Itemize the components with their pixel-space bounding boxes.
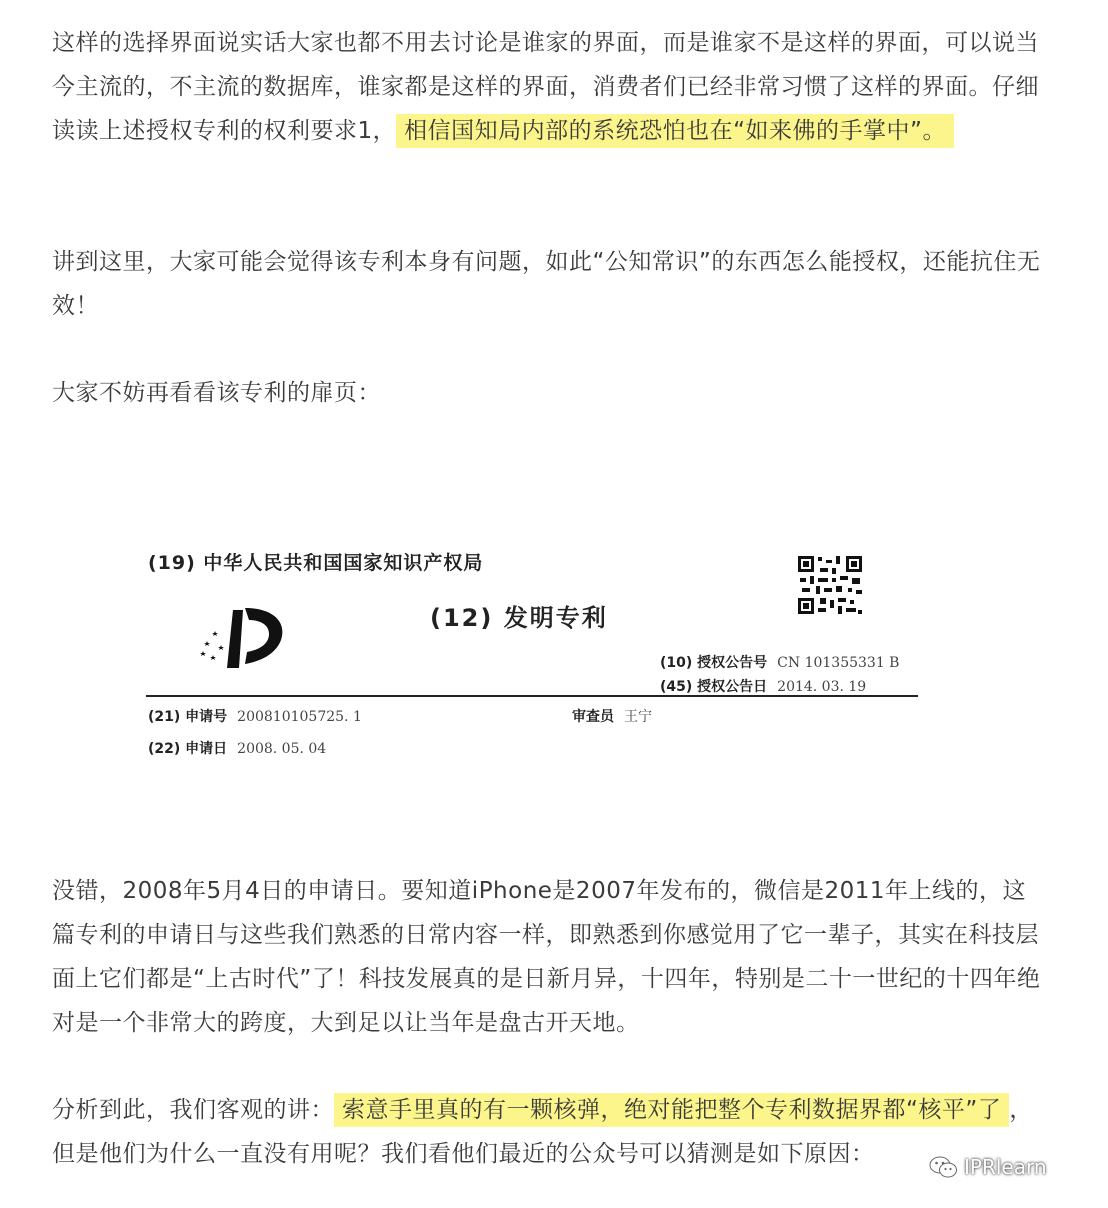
- grant-date-row: [660, 676, 866, 696]
- grant-number-label: (10) 授权公告号: [660, 655, 768, 671]
- qr-code-icon: [796, 554, 864, 616]
- paragraph-common-knowledge: [52, 240, 1042, 328]
- application-date-label: (22) 申请日: [148, 741, 228, 757]
- grant-date-label: (45) 授权公告日: [660, 679, 768, 695]
- paragraph-text: 没错，2008年5月4日的申请日。要知道iPhone是2007年发布的，微信是2011年上线的，这篇专利的申请日与这些我们熟悉的日常内容一样，即熟悉到你感觉用了它一辈子，其实在科技层面上它们都是“上古时代”了！科技发展真的是日新月异，十四年，特别是二十一世纪的十四年绝对是一个非常大的跨度，大到足以让当年是盘古开天地。: [52, 878, 1041, 1036]
- patent-front-page: [140, 540, 940, 770]
- paragraph-text: 分析到此，我们客观的讲：: [52, 1097, 334, 1123]
- paragraph-filing-date: [52, 869, 1042, 1045]
- paragraph-text: ，但是他们为什么一直没有用呢？我们看他们最近的公众号可以猜测是如下原因：: [52, 1097, 1033, 1167]
- grant-number-row: [660, 652, 899, 672]
- paragraph-text: 讲到这里，大家可能会觉得该专利本身有问题，如此“公知常识”的东西怎么能授权，还能抗住无效！: [52, 249, 1041, 319]
- application-number-row: [148, 706, 362, 726]
- examiner-value: 王宁: [624, 709, 652, 725]
- highlighted-text: 相信国知局内部的系统恐怕也在“如来佛的手掌中”。: [396, 114, 954, 148]
- wechat-icon: [928, 1154, 958, 1180]
- application-date-row: [148, 738, 326, 758]
- application-number-value: 200810105725. 1: [237, 709, 362, 725]
- paragraph-text: 这样的选择界面说实话大家也都不用去讨论是谁家的界面，而是谁家不是这样的界面，可以说当今主流的，不主流的数据库，谁家都是这样的界面，消费者们已经非常习惯了这样的界面。仔细读读上述授权专利的权利要求1，: [52, 30, 1039, 144]
- grant-date-value: 2014. 03. 19: [777, 679, 867, 695]
- paragraph-analysis: [52, 1088, 1042, 1176]
- grant-number-value: CN 101355331 B: [777, 655, 900, 671]
- patent-office-name: (19) 中华人民共和国国家知识产权局: [148, 552, 484, 574]
- examiner-label: 审查员: [572, 709, 614, 725]
- paragraph-text: 大家不妨再看看该专利的扉页：: [52, 380, 381, 406]
- divider: [146, 695, 918, 697]
- cnipa-emblem-icon: [195, 600, 287, 672]
- patent-type: (12) 发明专利: [430, 604, 608, 632]
- watermark: [928, 1152, 1047, 1182]
- application-date-value: 2008. 05. 04: [237, 741, 327, 757]
- paragraph-interface: [52, 21, 1042, 153]
- highlighted-text: 索意手里真的有一颗核弹，绝对能把整个专利数据界都“核平”了: [334, 1093, 1009, 1127]
- paragraph-title-page-intro: [52, 371, 1042, 415]
- watermark-text: IPRlearn: [964, 1155, 1047, 1179]
- application-number-label: (21) 申请号: [148, 709, 228, 725]
- examiner-row: [572, 706, 652, 726]
